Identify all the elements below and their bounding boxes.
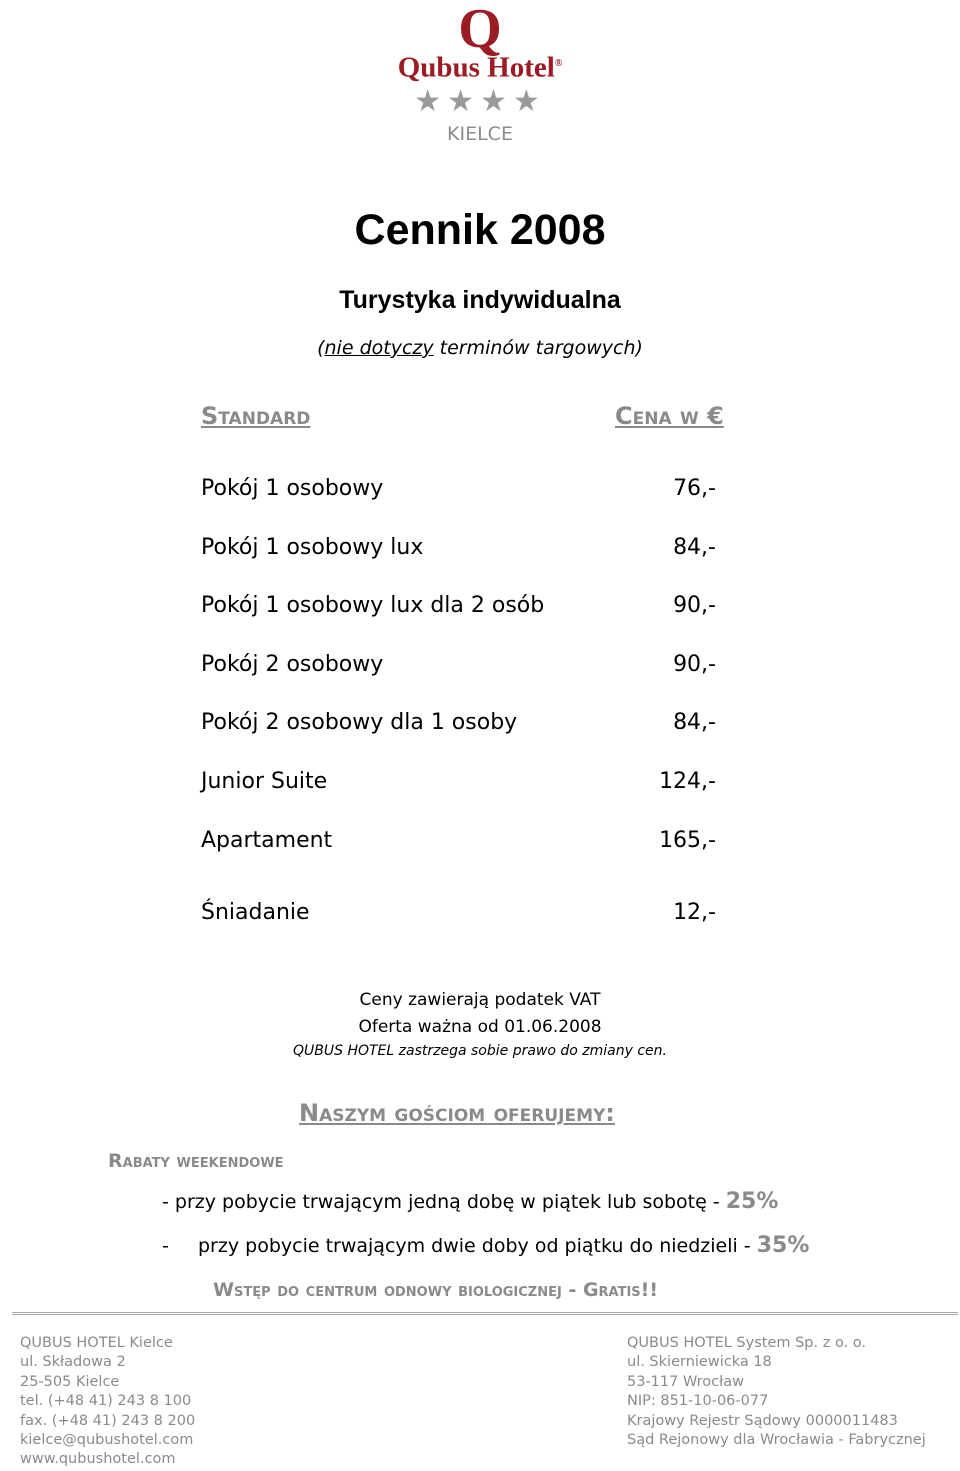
price-row-label: Śniadanie	[201, 900, 310, 925]
price-row-value: 124,-	[659, 769, 716, 794]
price-row-value: 76,-	[673, 476, 716, 501]
discount-text: - przy pobycie trwającym jedną dobę w piątek lub sobotę -	[162, 1191, 726, 1213]
price-row-value: 90,-	[673, 652, 716, 677]
discount-line	[162, 1189, 778, 1215]
note-prefix: (	[317, 337, 325, 359]
footer-line: Sąd Rejonowy dla Wrocławia - Fabrycznej	[627, 1432, 926, 1449]
price-row-value: 90,-	[673, 593, 716, 618]
validity-info: Oferta ważna od 01.06.2008	[358, 1017, 602, 1037]
footer-line: fax. (+48 41) 243 8 200	[20, 1412, 196, 1429]
footer-email: kielce@qubushotel.com	[20, 1432, 194, 1449]
page-title: Cennik 2008	[354, 206, 606, 254]
price-row-label: Pokój 2 osobowy	[201, 652, 384, 677]
discount-value: 25%	[725, 1189, 779, 1214]
weekend-discounts-heading: Rabaty weekendowe	[108, 1150, 284, 1172]
registered-mark: ®	[554, 58, 563, 69]
footer-line: QUBUS HOTEL Kielce	[20, 1335, 173, 1351]
note-underlined: nie dotyczy	[324, 337, 434, 359]
logo-name	[0, 46, 960, 86]
discount-text: przy pobycie trwającym dwie doby od piątku do niedzieli -	[198, 1235, 757, 1257]
footer-right-company	[627, 1334, 926, 1450]
footer-line: QUBUS HOTEL System Sp. z o. o.	[627, 1335, 867, 1351]
footer-line: NIP: 851-10-06-077	[627, 1393, 769, 1410]
price-row-label: Apartament	[201, 828, 333, 853]
price-row-value: 12,-	[673, 900, 716, 925]
note-rest: terminów targowych)	[433, 337, 643, 359]
vat-info: Ceny zawierają podatek VAT	[359, 990, 601, 1010]
page-subtitle: Turystyka indywidualna	[339, 286, 621, 314]
discount-value: 35%	[756, 1233, 810, 1258]
discount-dash: -	[162, 1235, 169, 1257]
price-row-value: 84,-	[673, 535, 716, 560]
footer-line: ul. Składowa 2	[20, 1354, 126, 1371]
offer-heading: Naszym gościom oferujemy:	[299, 1099, 615, 1127]
column-header-standard: Standard	[201, 402, 311, 430]
footer-line: 25-505 Kielce	[20, 1373, 120, 1390]
logo-letter: Q	[458, 0, 502, 60]
footer-website: www.qubushotel.com	[20, 1451, 176, 1468]
price-row-label: Pokój 2 osobowy dla 1 osoby	[201, 710, 518, 735]
price-row-label: Pokój 1 osobowy lux	[201, 535, 424, 560]
footer-line: 53-117 Wrocław	[627, 1373, 745, 1390]
price-row-value: 165,-	[659, 828, 716, 853]
footer-line: ul. Skierniewicka 18	[627, 1354, 772, 1371]
spa-offer: Wstęp do centrum odnowy biologicznej - Gratis!!	[213, 1279, 659, 1301]
price-row-label: Pokój 1 osobowy	[201, 476, 384, 501]
price-row-label: Junior Suite	[201, 769, 328, 794]
stars-icon: ★★★★	[414, 84, 546, 119]
fair-dates-note	[0, 335, 960, 361]
logo-city: KIELCE	[447, 123, 513, 145]
footer-line: Krajowy Rejestr Sądowy 0000011483	[627, 1412, 898, 1429]
logo-name-text: Qubus Hotel	[397, 51, 555, 84]
column-header-price: Cena w €	[615, 402, 724, 430]
footer-left-address	[20, 1334, 195, 1470]
price-row-value: 84,-	[673, 710, 716, 735]
price-row-label: Pokój 1 osobowy lux dla 2 osób	[201, 593, 545, 618]
footer-line: tel. (+48 41) 243 8 100	[20, 1393, 192, 1410]
discount-line	[198, 1233, 809, 1259]
footer-divider	[12, 1312, 958, 1315]
disclaimer: QUBUS HOTEL zastrzega sobie prawo do zmiany cen.	[293, 1043, 667, 1059]
